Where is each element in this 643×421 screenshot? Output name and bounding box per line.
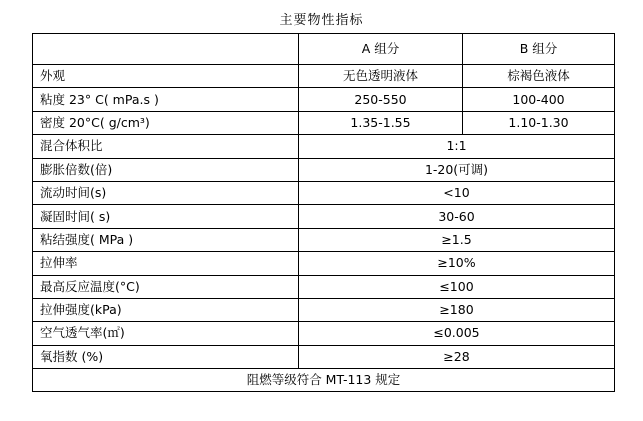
table-row <box>33 228 615 251</box>
table-row <box>33 158 615 181</box>
row-label: 密度 20°C( g/cm³) <box>33 111 299 134</box>
row-label: 流动时间(s) <box>33 181 299 204</box>
row-label: 粘结强度( MPa ) <box>33 228 299 251</box>
table-row <box>33 181 615 204</box>
footer-row <box>33 369 615 392</box>
table-row <box>33 252 615 275</box>
row-label: 空气透气率(㎡) <box>33 322 299 345</box>
merged-value: ≤0.005 <box>299 322 615 345</box>
row-label: 粘度 23° C( mPa.s ) <box>33 88 299 111</box>
a-value: 无色透明液体 <box>299 65 463 88</box>
table-row <box>33 298 615 321</box>
table-row <box>33 322 615 345</box>
row-label: 混合体积比 <box>33 135 299 158</box>
row-label: 膨胀倍数(倍) <box>33 158 299 181</box>
table-row <box>33 345 615 368</box>
table-row <box>33 88 615 111</box>
table-row <box>33 205 615 228</box>
table-title: 主要物性指标 <box>279 13 364 28</box>
row-label: 氧指数 (%) <box>33 345 299 368</box>
b-value: 100-400 <box>463 88 615 111</box>
merged-value: 1:1 <box>299 135 615 158</box>
header-b-component: B 组分 <box>463 34 615 65</box>
merged-value: ≥28 <box>299 345 615 368</box>
merged-value: ≥10% <box>299 252 615 275</box>
table-row <box>33 111 615 134</box>
merged-value: <10 <box>299 181 615 204</box>
row-label: 拉伸率 <box>33 252 299 275</box>
b-value: 棕褐色液体 <box>463 65 615 88</box>
row-label: 凝固时间( s) <box>33 205 299 228</box>
table-row <box>33 65 615 88</box>
merged-value: 1-20(可调) <box>299 158 615 181</box>
header-blank-cell <box>33 34 299 65</box>
header-a-component: A 组分 <box>299 34 463 65</box>
merged-value: ≤100 <box>299 275 615 298</box>
row-label: 外观 <box>33 65 299 88</box>
table-row <box>33 275 615 298</box>
flame-retardant-note: 阻燃等级符合 MT-113 规定 <box>33 369 615 392</box>
header-row <box>33 34 615 65</box>
properties-table <box>32 33 615 392</box>
a-value: 250-550 <box>299 88 463 111</box>
b-value: 1.10-1.30 <box>463 111 615 134</box>
table-row <box>33 135 615 158</box>
merged-value: ≥180 <box>299 298 615 321</box>
row-label: 拉伸强度(kPa) <box>33 298 299 321</box>
a-value: 1.35-1.55 <box>299 111 463 134</box>
row-label: 最高反应温度(°C) <box>33 275 299 298</box>
merged-value: ≥1.5 <box>299 228 615 251</box>
merged-value: 30-60 <box>299 205 615 228</box>
